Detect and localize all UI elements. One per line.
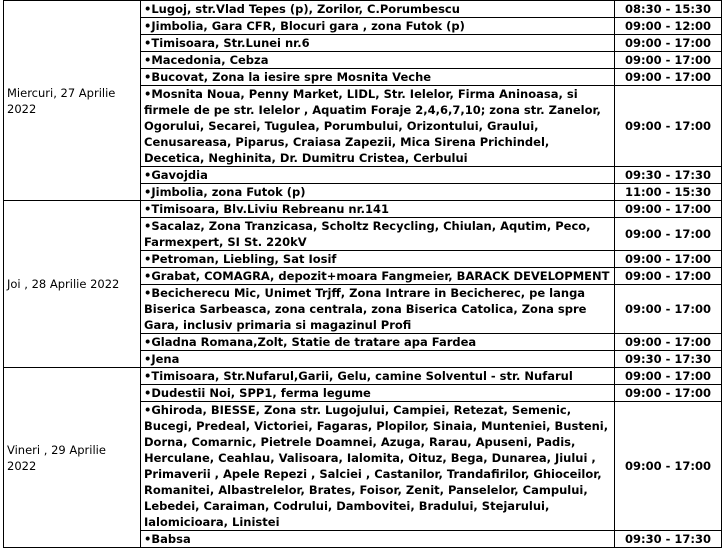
time-interval-cell: 09:00 - 17:00 (615, 52, 722, 69)
time-interval-cell: 09:00 - 17:00 (615, 285, 722, 334)
location-cell: •Lugoj, str.Vlad Tepes (p), Zorilor, C.Porumbescu (141, 1, 615, 18)
schedule-row (4, 368, 722, 385)
schedule-row (4, 1, 722, 18)
location-cell: •Timisoara, Str.Lunei nr.6 (141, 35, 615, 52)
location-cell: •Bucovat, Zona la iesire spre Mosnita Veche (141, 69, 615, 86)
outage-schedule-table (3, 0, 722, 548)
location-cell: •Grabat, COMAGRA, depozit+moara Fangmeier, BARACK DEVELOPMENT (141, 268, 615, 285)
time-interval-cell: 09:00 - 17:00 (615, 251, 722, 268)
location-cell: •Dudestii Noi, SPP1, ferma legume (141, 385, 615, 402)
day-label-text: Miercuri, 27 Aprilie 2022 (7, 85, 116, 116)
location-cell: •Jena (141, 351, 615, 368)
schedule-body (4, 1, 722, 548)
day-label (4, 201, 141, 368)
location-cell: •Jimbolia, zona Futok (p) (141, 184, 615, 201)
location-cell: •Mosnita Noua, Penny Market, LIDL, Str. Ielelor, Firma Aninoasa, si firmele de pe str. Ielelor , Aquatim Foraje 2,4,6,7,10; zona str. Zanelor, Ogorului, Secarei, Tugulea, Porumbului, Orizontului, Graului, Cenusareasa, Piparus, Craiasa Zapezii, Mica Sirena Prichindel, Decetica, Neghinita, Dr. Dumitru Cristea, Cerbului (141, 86, 615, 167)
location-cell: •Timisoara, Blv.Liviu Rebreanu nr.141 (141, 201, 615, 218)
time-interval-cell: 09:00 - 17:00 (615, 385, 722, 402)
location-cell: •Gladna Romana,Zolt, Statie de tratare apa Fardea (141, 334, 615, 351)
location-cell: •Becicherecu Mic, Unimet Trjff, Zona Intrare in Becicherec, pe langa Biserica Sarbeasca, zona centrala, zona Biserica Catolica, Zona spre Gara, inclusiv primaria si magazinul Profi (141, 285, 615, 334)
time-interval-cell: 09:00 - 17:00 (615, 268, 722, 285)
location-cell: •Ghiroda, BIESSE, Zona str. Lugojului, Campiei, Retezat, Semenic, Bucegi, Predeal, Victoriei, Fagaras, Plopilor, Sinaia, Munteniei, Busteni, Dorna, Comarnic, Pietrele Doamnei, Azuga, Rarau, Apuseni, Padis, Herculane, Ceahlau, Valisoara, Ialomita, Oituz, Bega, Dunarea, Jiului , Primaverii , Apele Repezi , Salciei , Castanilor, Trandafirilor, Ghioceilor, Romanitei, Albastrelelor, Brates, Foisor, Zenit, Panselelor, Campului, Lebedei, Caraiman, Codrului, Dambovitei, Bradului, Stejarului, Ialomicioara, Linistei (141, 402, 615, 531)
location-cell: •Jimbolia, Gara CFR, Blocuri gara , zona Futok (p) (141, 18, 615, 35)
location-cell: •Babsa (141, 531, 615, 548)
time-interval-cell: 09:00 - 17:00 (615, 368, 722, 385)
location-cell: •Macedonia, Cebza (141, 52, 615, 69)
location-cell: •Petroman, Liebling, Sat Iosif (141, 251, 615, 268)
time-interval-cell: 09:00 - 17:00 (615, 201, 722, 218)
time-interval-cell: 09:00 - 17:00 (615, 402, 722, 531)
time-interval-cell: 09:00 - 17:00 (615, 35, 722, 52)
time-interval-cell: 09:30 - 17:30 (615, 167, 722, 184)
time-interval-cell: 09:00 - 17:00 (615, 334, 722, 351)
day-label (4, 1, 141, 201)
time-interval-cell: 09:00 - 17:00 (615, 86, 722, 167)
time-interval-cell: 09:00 - 17:00 (615, 218, 722, 251)
time-interval-cell: 09:00 - 12:00 (615, 18, 722, 35)
time-interval-cell: 08:30 - 15:30 (615, 1, 722, 18)
time-interval-cell: 11:00 - 15:30 (615, 184, 722, 201)
day-label (4, 368, 141, 548)
time-interval-cell: 09:00 - 17:00 (615, 69, 722, 86)
day-label-text: Joi , 28 Aprilie 2022 (7, 277, 120, 291)
location-cell: •Gavojdia (141, 167, 615, 184)
time-interval-cell: 09:30 - 17:30 (615, 531, 722, 548)
schedule-row (4, 201, 722, 218)
day-label-text: Vineri , 29 Aprilie 2022 (7, 442, 106, 473)
location-cell: •Timisoara, Str.Nufarul,Garii, Gelu, camine Solventul - str. Nufarul (141, 368, 615, 385)
time-interval-cell: 09:30 - 17:30 (615, 351, 722, 368)
location-cell: •Sacalaz, Zona Tranzicasa, Scholtz Recycling, Chiulan, Aqutim, Peco, Farmexpert, SI St. 220kV (141, 218, 615, 251)
